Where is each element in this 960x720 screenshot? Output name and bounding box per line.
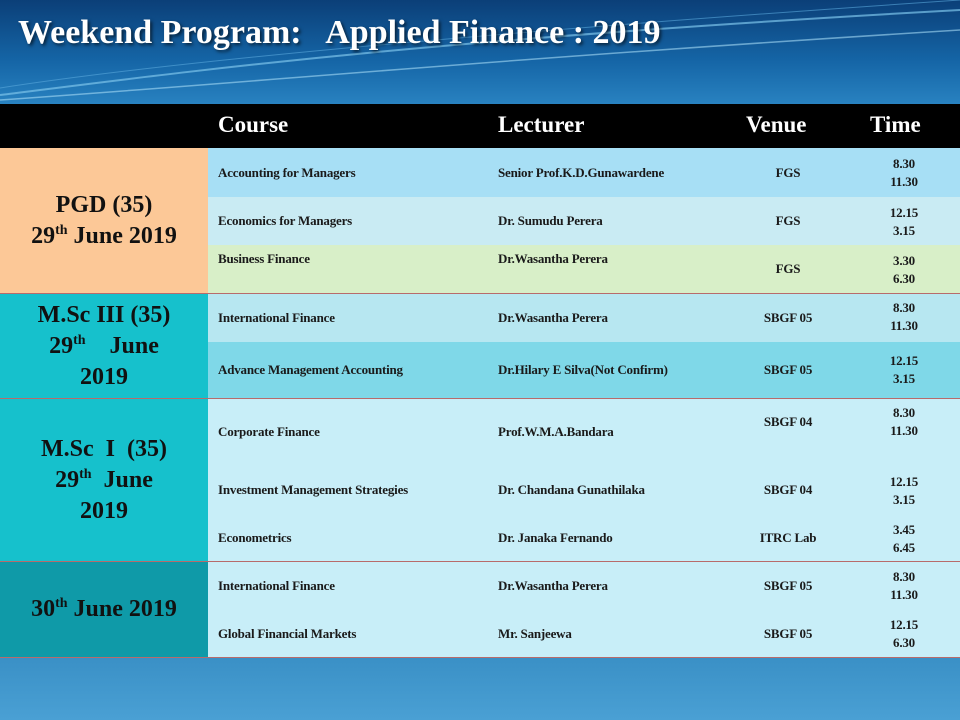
header-course: Course	[218, 112, 289, 137]
row-divider	[0, 398, 960, 399]
venue-cell: ITRC Lab	[759, 530, 817, 545]
course-cell: International Finance	[218, 310, 335, 325]
page-title: Weekend Program: Applied Finance : 2019	[18, 14, 661, 51]
header-lecturer: Lecturer	[498, 112, 585, 137]
group-label: M.Sc III (35)	[37, 301, 171, 328]
table-header	[0, 104, 960, 148]
course-cell: Economics for Managers	[218, 213, 353, 228]
lecturer-cell: Dr. Janaka Fernando	[498, 530, 613, 545]
msc-i-block	[208, 399, 960, 562]
venue-cell: SBGF 05	[763, 626, 813, 641]
table-row	[208, 197, 960, 245]
course-cell: Econometrics	[218, 530, 292, 545]
row-divider	[0, 293, 960, 294]
table-row	[208, 294, 960, 342]
course-cell: International Finance	[218, 578, 335, 593]
time-cell: 12.15 6.30	[889, 617, 919, 650]
table-row	[208, 245, 960, 294]
course-cell: Business Finance	[218, 251, 310, 266]
lecturer-cell: Dr.Wasantha Perera	[498, 310, 608, 325]
time-cell: 3.45 6.45	[893, 522, 915, 555]
group-year: 2019	[79, 497, 128, 524]
group-date: 29th June	[55, 466, 153, 493]
group-pgd	[0, 148, 208, 294]
venue-cell: SBGF 05	[763, 578, 813, 593]
time-cell: 12.15 3.15	[889, 205, 919, 238]
course-cell: Global Financial Markets	[218, 626, 357, 641]
course-cell: Advance Management Accounting	[218, 362, 403, 377]
lecturer-cell: Dr. Chandana Gunathilaka	[498, 482, 645, 497]
table-row	[208, 342, 960, 399]
venue-cell: FGS	[775, 213, 801, 228]
group-date: 29th June	[49, 332, 159, 359]
header-venue: Venue	[746, 112, 807, 137]
venue-cell: SBGF 04	[763, 482, 813, 497]
time-cell: 8.30 11.30	[890, 405, 918, 438]
time-cell: 8.30 11.30	[890, 569, 918, 602]
time-cell: 3.30 6.30	[893, 253, 915, 286]
group-year: 2019	[80, 363, 128, 390]
group-msc-iii	[0, 294, 208, 399]
course-cell: Accounting for Managers	[218, 165, 356, 180]
lecturer-cell: Senior Prof.K.D.Gunawardene	[498, 165, 665, 180]
lecturer-cell: Dr.Wasantha Perera	[498, 578, 608, 593]
lecturer-cell: Dr.Hilary E Silva(Not Confirm)	[498, 362, 668, 377]
time-cell: 12.15 3.15	[889, 474, 919, 507]
course-cell: Investment Management Strategies	[218, 482, 409, 497]
course-cell: Corporate Finance	[218, 424, 320, 439]
footer-band	[0, 658, 960, 720]
venue-cell: SBGF 05	[763, 310, 813, 325]
lecturer-cell: Prof.W.M.A.Bandara	[498, 424, 614, 439]
group-june-30	[0, 562, 208, 658]
lecturer-cell: Mr. Sanjeewa	[498, 626, 572, 641]
lecturer-cell: Dr.Wasantha Perera	[498, 251, 608, 266]
group-date: 30th June 2019	[31, 596, 177, 622]
time-cell: 8.30 11.30	[890, 300, 918, 333]
group-date: 29th June 2019	[31, 222, 177, 249]
time-cell: 12.15 3.15	[889, 353, 919, 386]
june-30-block	[208, 562, 960, 658]
group-label: PGD (35)	[55, 191, 153, 218]
venue-cell: FGS	[775, 261, 801, 276]
venue-cell: FGS	[775, 165, 801, 180]
venue-cell: SBGF 04	[763, 414, 813, 429]
venue-cell: SBGF 05	[763, 362, 813, 377]
time-cell: 8.30 11.30	[890, 156, 918, 189]
table-row	[208, 148, 960, 197]
row-divider	[0, 561, 960, 562]
group-label: M.Sc I (35)	[41, 435, 167, 462]
group-msc-i	[0, 399, 208, 562]
lecturer-cell: Dr. Sumudu Perera	[498, 213, 603, 228]
header-time: Time	[870, 112, 921, 137]
